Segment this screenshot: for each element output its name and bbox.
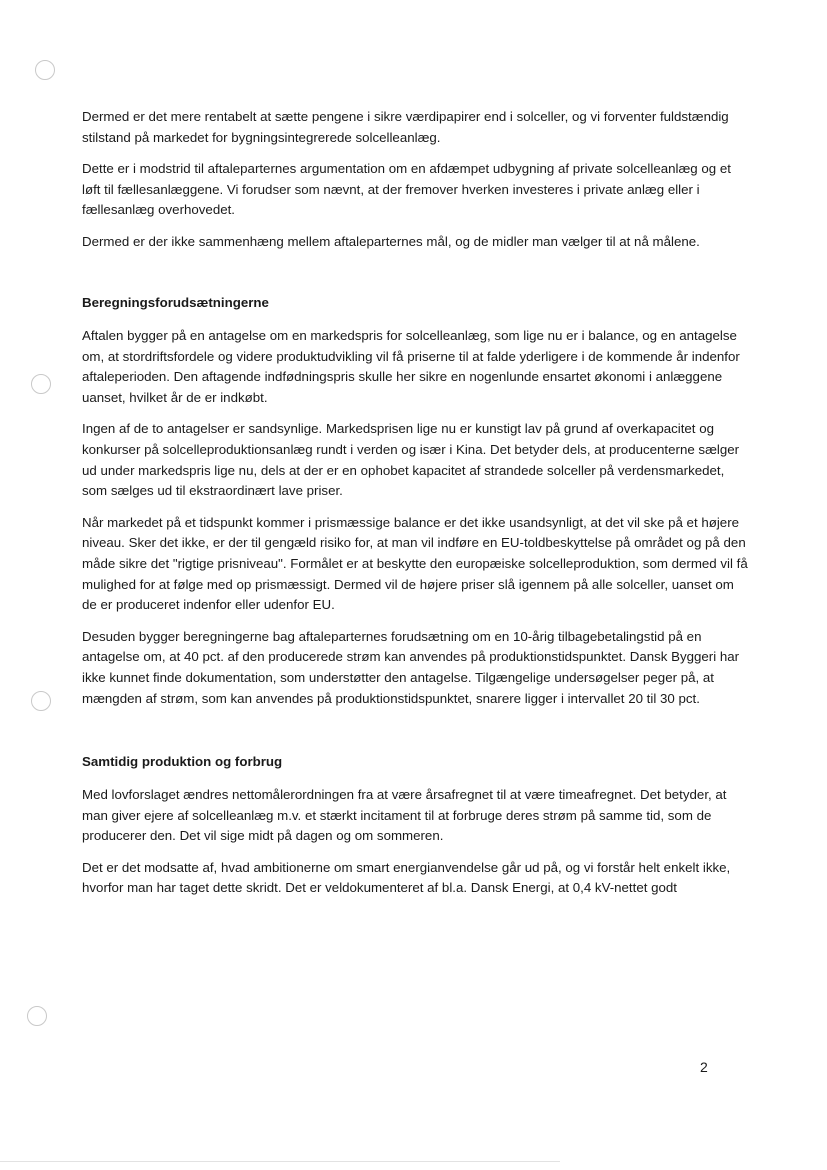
paragraph: Det er det modsatte af, hvad ambitionerne om smart energianvendelse går ud på, og vi forstår helt enkelt ikke, hvorfor man har taget dette skridt. Det er veldokumenteret af bl.a. Dansk Energi, at 0,4 kV-nettet godt <box>82 859 731 896</box>
page-number: 2 <box>700 1059 708 1075</box>
paragraph: Når markedet på et tidspunkt kommer i prismæssige balance er det ikke usandsynligt, at det vil ske på et højere niveau. Sker det ikke, er der til gengæld risiko for, at man vil indføre en EU-toldbeskyttelse på området og på den måde sikre det "rigtige prisniveau". Formålet er at beskytte den europæiske solcelleproduktion, som dermed vil få mulighed for at følge med op prismæssigt. Dermed vil de højere priser slå igennem på alle solceller, uanset om de er produceret indenfor eller udenfor EU. <box>82 514 748 613</box>
paragraph: Dermed er det mere rentabelt at sætte pengene i sikre værdipapirer end i solceller, og vi forventer fuldstændig stilstand på markedet for bygningsintegrerede solcelleanlæg. <box>82 109 729 145</box>
paragraph: Dermed er der ikke sammenhæng mellem aftaleparternes mål, og de midler man vælger til at nå målene. <box>82 233 700 249</box>
paragraph: Aftalen bygger på en antagelse om en markedspris for solcelleanlæg, som lige nu er i balance, og en antagelse om, at stordriftsfordele og videre produktudvikling vil få priserne til at falde yderligere i de kommende år indenfor aftaleperioden. Den aftagende indfødningspris skulle her sikre en nogenlunde ensartet økonomi i anlæggene uanset, hvilket år de er indkøbt. <box>82 327 740 406</box>
punch-hole-icon <box>27 1006 47 1026</box>
punch-hole-icon <box>31 374 51 394</box>
punch-hole-icon <box>31 691 51 711</box>
paragraph: Med lovforslaget ændres nettomålerordningen fra at være årsafregnet til at være timeafregnet. Det betyder, at man giver ejere af solcelleanlæg m.v. et stærkt incitament til at forbruge deres strøm på samme tid, som de producerer den. Det vil sige midt på dagen og om sommeren. <box>82 787 727 844</box>
paragraph: Ingen af de to antagelser er sandsynlige. Markedsprisen lige nu er kunstigt lav på grund af overkapacitet og konkurser på solcelleproduktionsanlæg rundt i verden og især i Kina. Det betyder dels, at producenterne sælger ud under markedspris lige nu, dels at der er en ophobet kapacitet af strandede solceller på verdensmarkedet, som sælges ud til ekstraordinært lave priser. <box>82 421 740 499</box>
page-edge-divider <box>0 1161 560 1162</box>
document-body <box>82 107 750 899</box>
punch-hole-icon <box>35 60 55 80</box>
section-heading: Beregningsforudsætningerne <box>82 295 269 311</box>
section-heading: Samtidig produktion og forbrug <box>82 754 283 770</box>
paragraph: Desuden bygger beregningerne bag aftaleparternes forudsætning om en 10-årig tilbagebetalingstid på en antagelse om, at 40 pct. af den producerede strøm kan anvendes på produktionstidspunktet. Dansk Byggeri har ikke kunnet finde dokumentation, som understøtter den antagelse. Tilgængelige undersøgelser peger på, at mængden af strøm, som kan anvendes på produktionstidspunktet, snarere ligger i intervallet 20 til 30 pct. <box>82 628 740 706</box>
paragraph: Dette er i modstrid til aftaleparternes argumentation om en afdæmpet udbygning af private solcelleanlæg og et løft til fællesanlæggene. Vi forudser som nævnt, at der fremover hverken investeres i private anlæg eller i fællesanlæg overhovedet. <box>82 160 731 218</box>
